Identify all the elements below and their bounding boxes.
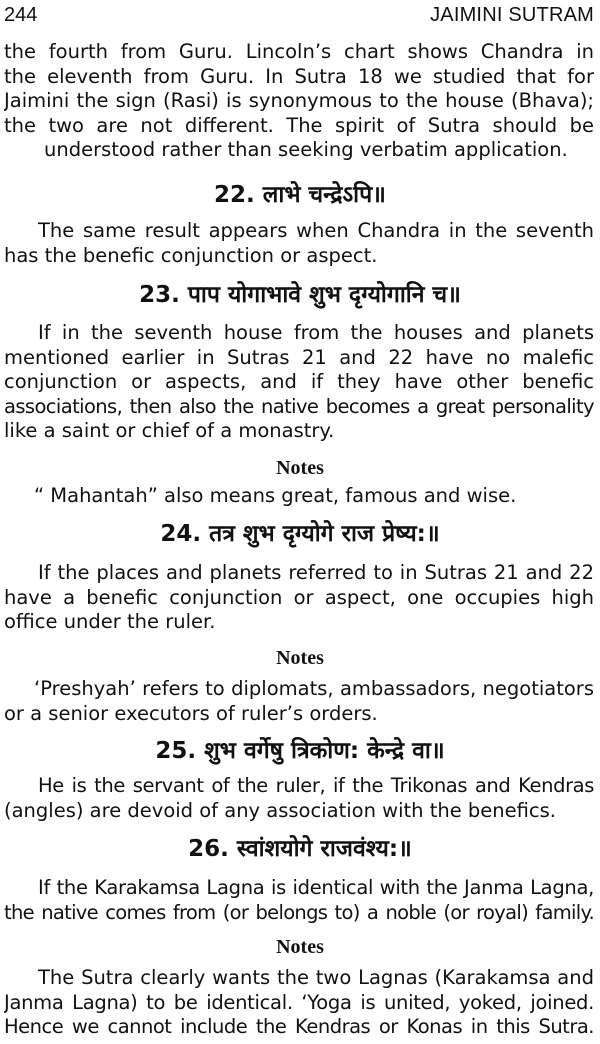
text-line: the two are not different. The spirit of Sutra should be — [4, 113, 594, 137]
page-number: 244 — [4, 4, 38, 26]
notes-heading: Notes — [276, 457, 324, 479]
text-line: or a senior executors of ruler’s orders. — [4, 701, 378, 725]
text-line: Janma Lagna) to be identical. ‘Yoga is united, yoked, joined. — [4, 990, 594, 1014]
intro-paragraph — [4, 40, 594, 163]
text-line: understood rather than seeking verbatim application. — [44, 138, 568, 161]
sutra-24-paragraph — [4, 561, 594, 635]
text-line: the eleventh from Guru. In Sutra 18 we studied that for — [4, 64, 594, 88]
notes-24-text — [4, 677, 594, 726]
sutra-26-paragraph — [4, 876, 594, 925]
text-line: The Sutra clearly wants the two Lagnas (Karakamsa and — [38, 966, 594, 989]
text-line: conjunction or aspects, and if they have other benefic — [4, 370, 594, 393]
text-line: If in the seventh house from the houses and planets — [38, 321, 594, 344]
sutra-25-paragraph — [4, 774, 594, 823]
text-line: He is the servant of the ruler, if the Trikonas and Kendras — [38, 774, 594, 797]
notes-26-text — [4, 966, 594, 1040]
text-line: If the places and planets referred to in Sutras 21 and 22 — [38, 561, 594, 584]
text-line: office under the ruler. — [4, 610, 216, 633]
text-line: like a saint or chief of a monastry. — [4, 419, 335, 442]
text-line: Hence we cannot include the Kendras or Konas in this Sutra. — [4, 1015, 594, 1038]
sutra-24-heading: 24. तत्र शुभ दृग्योगे राज प्रेष्य:॥ — [160, 521, 440, 547]
text-line: Jaimini the sign (Rasi) is synonymous to the house (Bhava); — [4, 89, 594, 112]
text-line: have a benefic conjunction or aspect, one occupies high — [4, 585, 594, 609]
text-line: “ Mahantah” also means great, famous and wise. — [34, 484, 517, 507]
sutra-25-heading: 25. शुभ वर्गेषु त्रिकोण: केन्द्रे वा॥ — [155, 738, 445, 764]
text-line: (angles) are devoid of any association with the benefics. — [4, 798, 556, 822]
text-line: has the benefic conjunction or aspect. — [4, 243, 378, 267]
sutra-23-paragraph — [4, 321, 594, 444]
page-header — [0, 0, 600, 36]
text-line: the native comes from (or belongs to) a noble (or royal) family. — [4, 900, 594, 924]
text-line: If the Karakamsa Lagna is identical with the Janma Lagna, — [38, 876, 594, 899]
text-line: ‘Preshyah’ refers to diplomats, ambassadors, negotiators — [34, 677, 594, 700]
sutra-26-heading: 26. स्वांशयोगे राजवंश्य:॥ — [188, 836, 412, 862]
notes-heading: Notes — [276, 936, 324, 958]
sutra-22-heading: 22. लाभे चन्द्रेऽपि॥ — [214, 182, 386, 208]
notes-heading: Notes — [276, 647, 324, 669]
running-head: JAIMINI SUTRAM — [430, 4, 594, 26]
text-line: associations, then also the native becomes a great personality — [4, 394, 594, 418]
sutra-23-heading: 23. पाप योगाभावे शुभ दृग्योगानि च॥ — [139, 282, 461, 308]
text-line: the fourth from Guru. Lincoln’s chart shows Chandra in — [4, 40, 594, 63]
text-line: The same result appears when Chandra in the seventh — [38, 219, 594, 242]
notes-23-text — [4, 484, 594, 509]
sutra-22-paragraph — [4, 219, 594, 268]
text-line: mentioned earlier in Sutras 21 and 22 have no malefic — [4, 345, 594, 369]
